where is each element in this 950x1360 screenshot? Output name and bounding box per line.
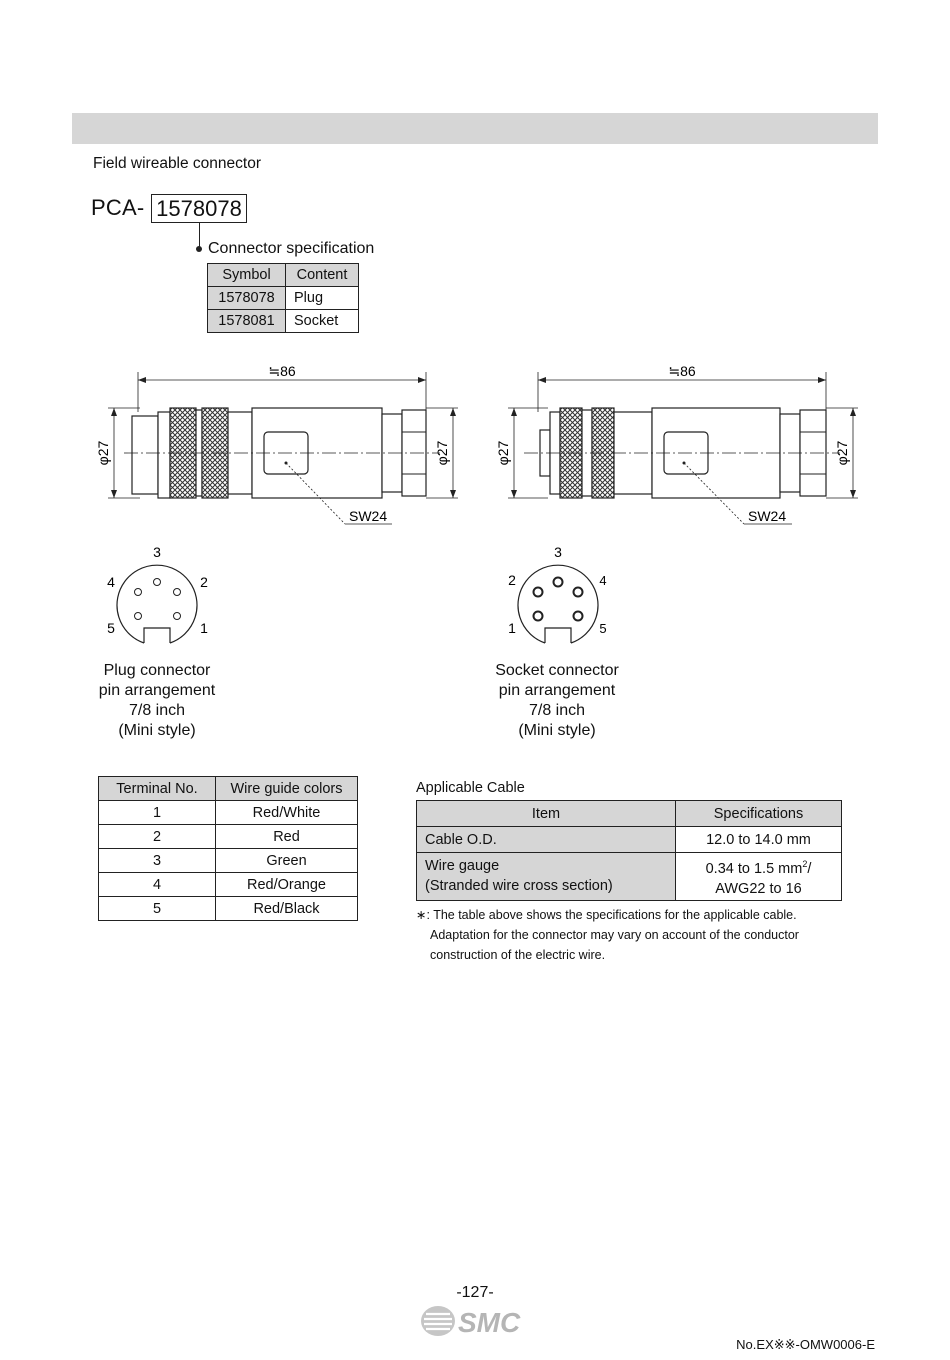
spec-text: 0.34 to 1.5 mm <box>705 860 803 877</box>
model-code-box: 1578078 <box>151 194 247 223</box>
socket-pin-caption <box>457 661 657 741</box>
terminal-cell: 4 <box>99 873 216 897</box>
table-row <box>208 310 359 333</box>
table-row <box>208 287 359 310</box>
note-line: ∗: The table above shows the specifications for the applicable cable. <box>416 908 797 922</box>
terminal-header: Terminal No. <box>99 777 216 801</box>
terminal-cell: 5 <box>99 897 216 921</box>
spec-line: AWG22 to 16 <box>715 880 802 897</box>
document-number: No.EX※※-OMW0006-E <box>736 1337 875 1352</box>
symbol-cell: 1578081 <box>208 310 286 333</box>
socket-length-label: ≒86 <box>668 363 696 379</box>
socket-pin-5: 5 <box>599 621 607 636</box>
item-line: (Stranded wire cross section) <box>425 878 613 895</box>
plug-dia-right: φ27 <box>434 440 450 466</box>
cable-table <box>416 800 842 901</box>
terminal-cell: 1 <box>99 801 216 825</box>
plug-pin-5: 5 <box>107 620 115 636</box>
socket-dia-right: φ27 <box>834 440 850 466</box>
plug-drawing <box>95 363 458 524</box>
spec-cell <box>676 853 842 901</box>
table-row <box>99 825 358 849</box>
socket-pin-1: 1 <box>508 620 516 636</box>
logo-text: SMC <box>458 1307 521 1338</box>
table-row <box>99 849 358 873</box>
caption-line: (Mini style) <box>518 722 596 739</box>
plug-pin-diagram <box>107 544 208 643</box>
page-number: -127- <box>456 1284 494 1301</box>
connector-spec-label: Connector specification <box>208 240 375 257</box>
color-header: Wire guide colors <box>216 777 358 801</box>
content-cell: Socket <box>286 310 359 333</box>
socket-pin-2: 2 <box>508 572 516 588</box>
socket-pin-4: 4 <box>599 573 607 588</box>
cable-title: Applicable Cable <box>416 780 525 796</box>
symbol-header: Symbol <box>208 264 286 287</box>
terminal-cell: 3 <box>99 849 216 873</box>
spec-text: / <box>807 860 812 877</box>
socket-pin-3: 3 <box>554 544 562 560</box>
spec-sup: 2 <box>802 859 808 869</box>
section-header-bar <box>72 113 878 144</box>
item-cell <box>417 853 676 901</box>
socket-sw-label: SW24 <box>748 508 787 524</box>
caption-line: 7/8 inch <box>528 702 586 719</box>
content-header: Content <box>286 264 359 287</box>
color-cell: Red <box>216 825 358 849</box>
table-row <box>99 801 358 825</box>
plug-sw-label: SW24 <box>349 508 388 524</box>
table-row <box>417 853 842 901</box>
plug-pin-4: 4 <box>107 574 115 590</box>
table-row <box>417 827 842 853</box>
color-cell: Red/Orange <box>216 873 358 897</box>
item-line: Wire gauge <box>425 858 500 875</box>
table-row <box>99 873 358 897</box>
socket-dia-left: φ27 <box>495 440 511 466</box>
item-header: Item <box>417 801 676 827</box>
plug-pin-caption <box>57 661 257 741</box>
caption-line: Plug connector <box>103 662 211 679</box>
spec-cell: 12.0 to 14.0 mm <box>676 827 842 853</box>
section-title: Field wireable connector <box>93 155 262 172</box>
plug-pin-2: 2 <box>200 574 208 590</box>
spec-header: Specifications <box>676 801 842 827</box>
terminal-table <box>98 776 358 921</box>
caption-line: (Mini style) <box>118 722 196 739</box>
table-row <box>99 897 358 921</box>
symbol-cell: 1578078 <box>208 287 286 310</box>
model-prefix: PCA- <box>91 195 145 220</box>
socket-drawing <box>495 363 858 524</box>
caption-line: 7/8 inch <box>128 702 186 719</box>
spec-line <box>677 854 840 879</box>
caption-line: Socket connector <box>495 662 619 679</box>
bullet-dot <box>196 246 202 252</box>
content-cell: Plug <box>286 287 359 310</box>
plug-length-label: ≒86 <box>268 363 296 379</box>
color-cell: Red/Black <box>216 897 358 921</box>
caption-line: pin arrangement <box>498 682 616 699</box>
symbol-table <box>207 263 359 333</box>
caption-line: pin arrangement <box>98 682 216 699</box>
note-line: construction of the electric wire. <box>430 948 606 962</box>
connector-drawings <box>0 355 950 655</box>
socket-pin-diagram <box>508 544 607 643</box>
color-cell: Green <box>216 849 358 873</box>
color-cell: Red/White <box>216 801 358 825</box>
plug-pin-3: 3 <box>153 544 161 560</box>
plug-pin-1: 1 <box>200 620 208 636</box>
note-line: Adaptation for the connector may vary on account of the conductor <box>430 928 799 942</box>
item-cell: Cable O.D. <box>417 827 676 853</box>
plug-dia-left: φ27 <box>95 440 111 466</box>
cable-note <box>416 905 856 965</box>
terminal-cell: 2 <box>99 825 216 849</box>
smc-logo <box>420 1304 532 1338</box>
